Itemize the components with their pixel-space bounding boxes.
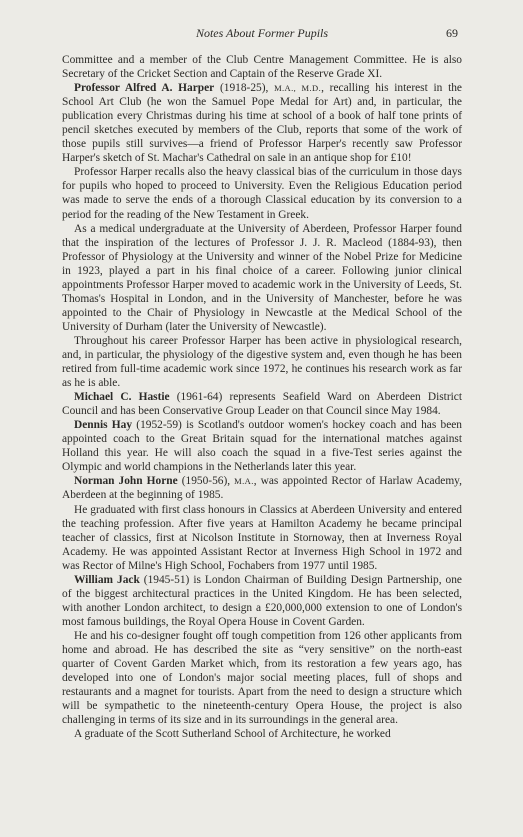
paragraph (62, 727, 462, 741)
paragraph-text: Throughout his career Professor Harper has been active in physiological research, and, in particular, the physiology of the digestive system and, even though he has been retired from full-time academic work since 1972, he continues his research work as far as he is able. (62, 334, 462, 390)
paragraph (62, 222, 462, 334)
paragraph-text: is London Chairman of Building Design Partnership, one of the biggest architectural practices in the United Kingdom. He has been selected, with another London architect, to design a £20,000,000 extension to one of London's most famous buildings, the Royal Opera House in Covent Garden. (62, 573, 462, 628)
pupil-years: (1952-59) (132, 419, 187, 432)
paragraph-text: A graduate of the Scott Sutherland School of Architecture, he worked (74, 728, 391, 741)
paragraph (62, 629, 462, 727)
paragraph-text: , was appointed Rector of Harlaw Academy, Aberdeen at the beginning of 1985. (62, 475, 462, 502)
paragraph-text: , recalling his interest in the School Art Club (he won the Samuel Pope Medal for Art) and, in particular, the publication every Christmas during his time at school of a book of half tone prints of pencil sketches executed by members of the Club, reports that some of the work of those pupils still survives—a friend of Professor Harper's recently saw Professor Harper's sketch of St. Machar's Cathedral on sale in an antique shop for £10! (62, 82, 462, 165)
paragraph-text: Committee and a member of the Club Centre Management Committee. He is also Secretary of the Cricket Section and Captain of the Reserve Grade XI. (62, 54, 462, 81)
running-header (62, 24, 462, 42)
pupil-years: (1950-56), (177, 475, 235, 488)
paragraph-text: represents Seafield Ward on Aberdeen District Council and has been Conservative Group Leader on that Council since May 1984. (62, 391, 463, 418)
pupil-years: (1945-51) (139, 573, 194, 586)
running-title: Notes About Former Pupils (195, 26, 329, 40)
paragraph (62, 165, 462, 221)
paragraph (62, 573, 462, 629)
paragraph (62, 474, 462, 502)
paragraph-text: He and his co-designer fought off tough competition from 126 other applicants from home and abroad. He has described the site as “very sensitive” on the north-east quarter of Covent Garden Market which, from its restoration a few years ago, has developed into one of London's major social meeting places, full of shops and restaurants and a magnet for tourists. Apart from the need to design a structure which will be sympathetic to the nineteenth-century Opera House, the project is also challenging in terms of its size and in its surroundings in the general area. (62, 629, 462, 727)
pupil-degrees: M.A. (234, 476, 254, 487)
page-number: 69 (446, 26, 458, 40)
pupil-degrees: M.A., M.D. (274, 83, 322, 94)
pupil-name: Norman John Horne (74, 475, 178, 488)
paragraph-text: As a medical undergraduate at the University of Aberdeen, Professor Harper found that the inspiration of the lectures of Professor J. J. R. Macleod (1884-93), then Professor of Physiology at the University and winner of the Nobel Prize for Medicine in 1923, played a part in his final choice of a career. Following junior clinical appointments Professor Harper moved to academic work in the University of Leeds, St. Thomas's Hospital in London, and in the University of Manchester, before he was appointed to the Chair of Physiology in Newcastle at the Medical School of the University of Durham (later the University of Newcastle). (62, 222, 462, 333)
pupil-name: Dennis Hay (74, 419, 133, 432)
paragraph-text: He graduated with first class honours in Classics at Aberdeen University and entered the teaching profession. After five years at Hamilton Academy he became principal teacher of classics, first at Nicolson Institute in Stornoway, then at Inverness Royal Academy. He was appointed Assistant Rector at Inverness High School in 1972 and was Rector of Milne's High School, Fochabers from 1977 until 1985. (62, 503, 462, 572)
pupil-years: (1918-25), (214, 82, 275, 95)
paragraph (62, 81, 462, 165)
pupil-name: Professor Alfred A. Harper (74, 82, 215, 95)
body-text (62, 53, 462, 741)
paragraph (62, 418, 462, 474)
pupil-years: (1961-64) (169, 391, 230, 404)
paragraph (62, 334, 462, 390)
pupil-name: William Jack (74, 573, 140, 586)
paragraph-text: Professor Harper recalls also the heavy classical bias of the curriculum in those days for pupils who hoped to proceed to University. Even the Religious Education period was made to serve the ends of a thorough Classical education by its conversion to a period for the reading of the New Testament in Greek. (62, 166, 462, 221)
paragraph-text: is Scotland's outdoor women's hockey coach and has been appointed coach to the Great Britain squad for the international matches against Holland this year. He will also coach the squad in a five-Test series against the Olympic and world champions in the Netherlands later this year. (62, 419, 463, 474)
paragraph (62, 503, 462, 573)
pupil-name: Michael C. Hastie (74, 391, 170, 404)
document-page (62, 24, 462, 741)
paragraph (62, 53, 462, 81)
paragraph (62, 390, 462, 418)
